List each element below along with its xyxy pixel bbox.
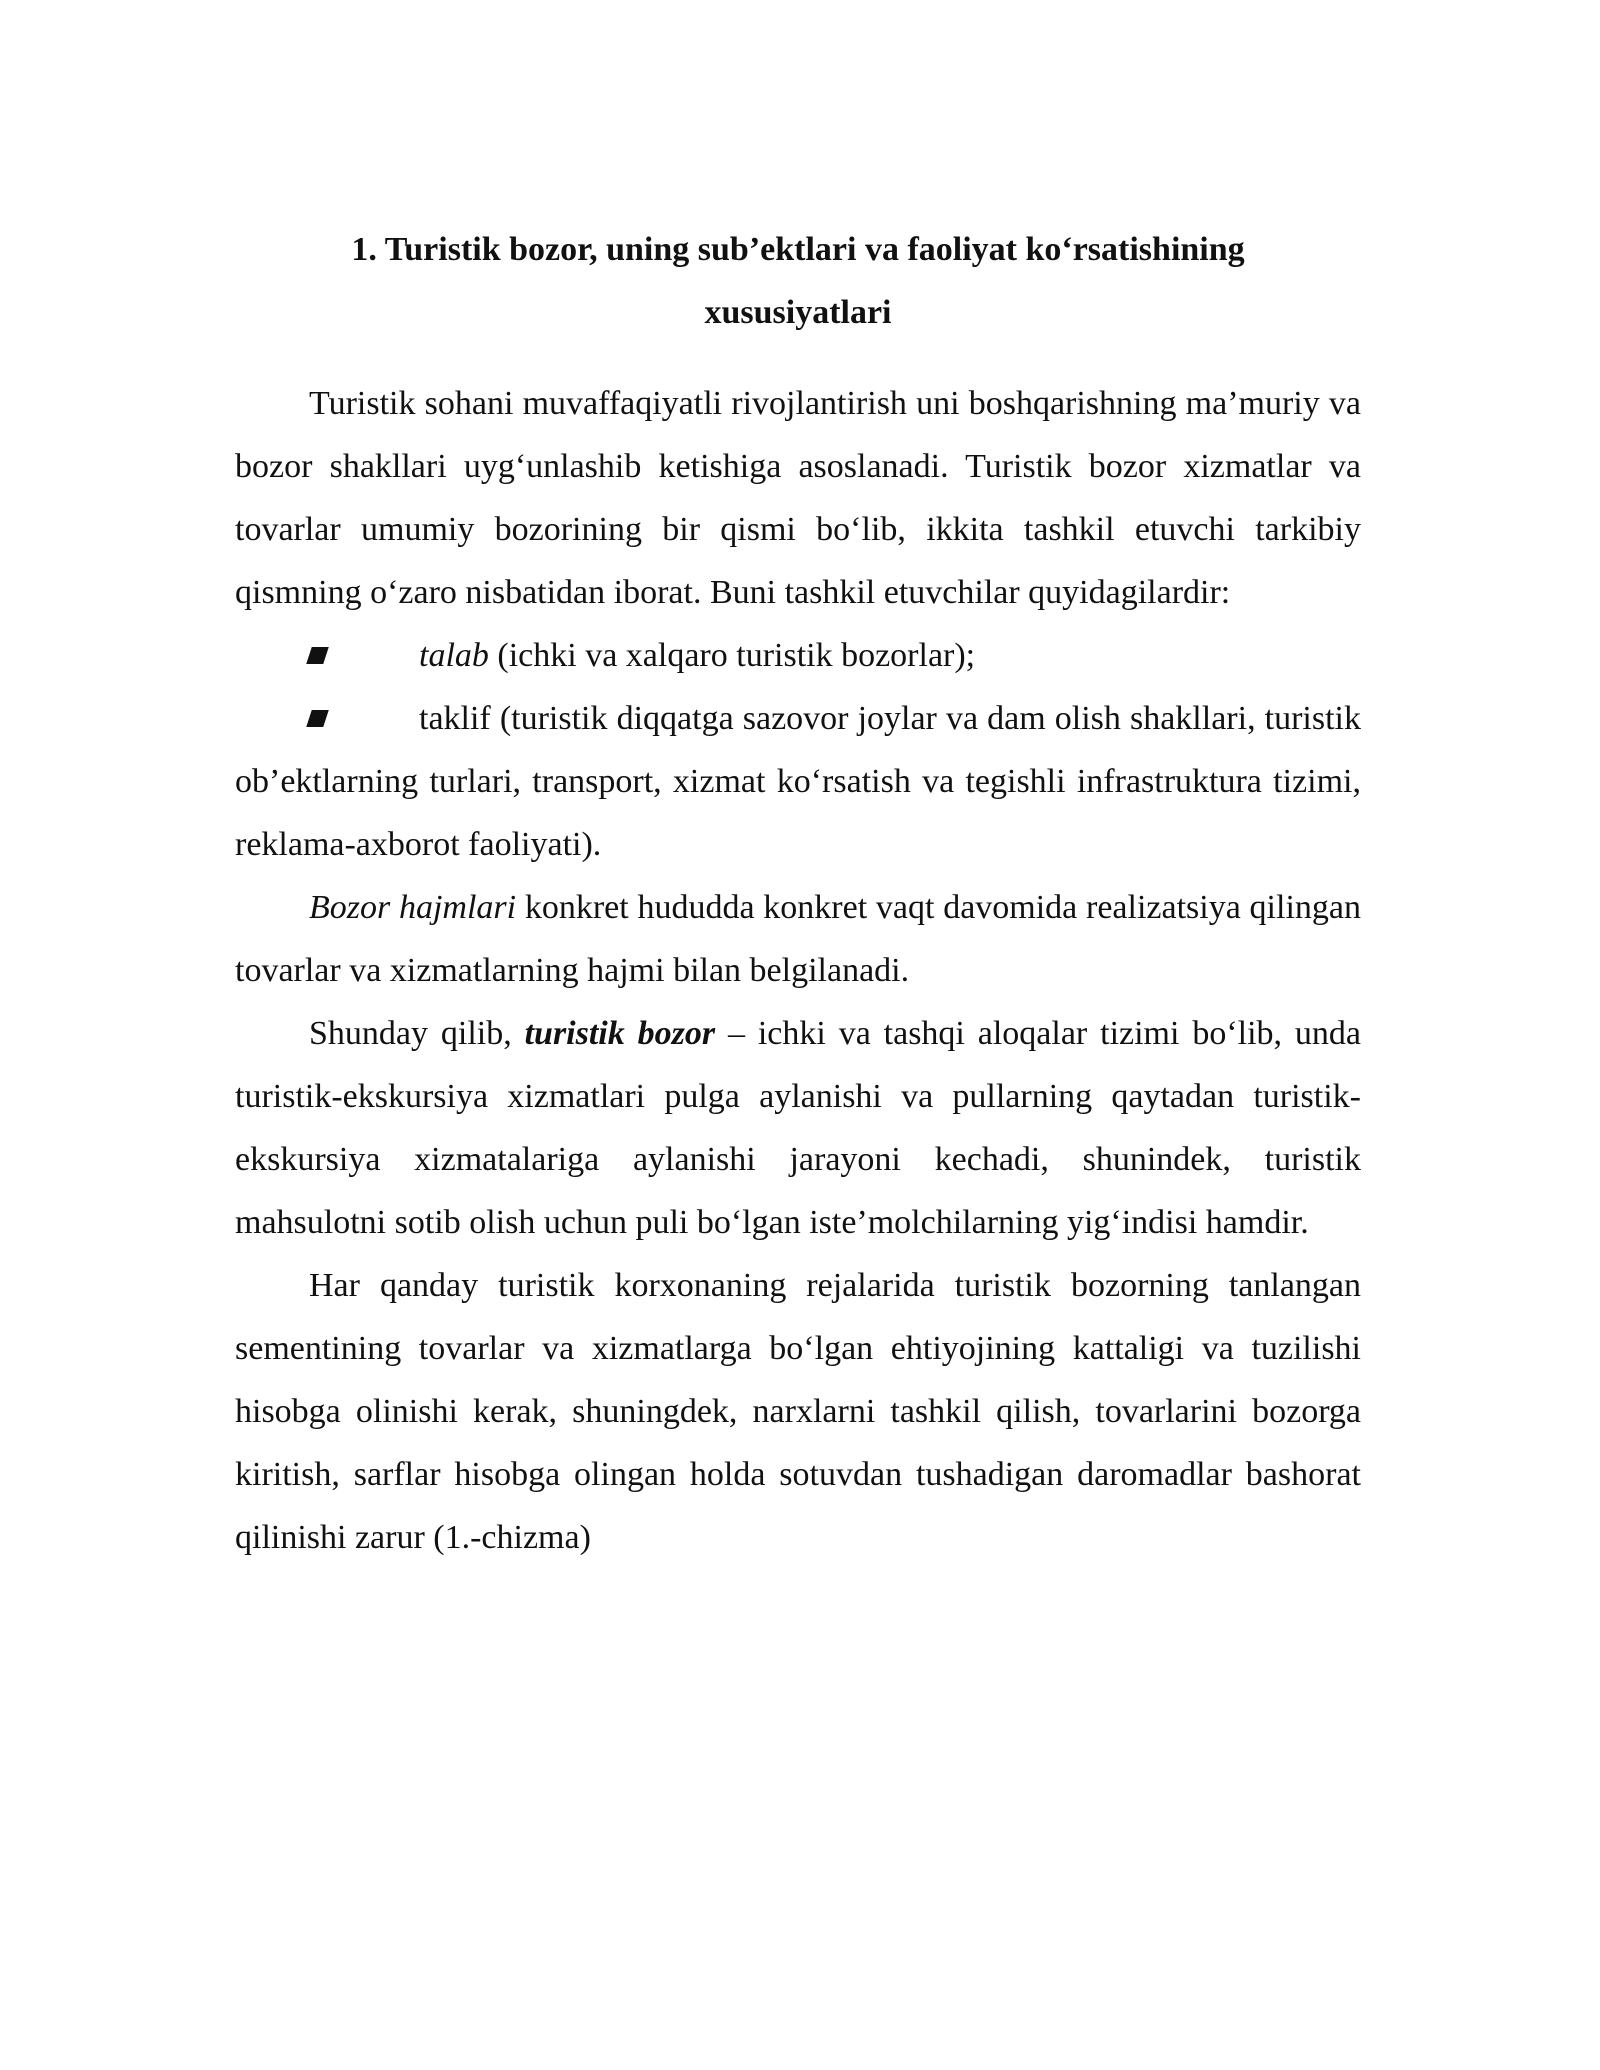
square-bullet-icon — [309, 624, 419, 687]
section-title-line-1: 1. Turistik bozor, uning sub’ektlari va faoliyat ko‘rsatishining — [351, 231, 1245, 268]
term-tourist-market: turistik bozor — [524, 1015, 716, 1052]
bullet-text: taklif (turistik diqqatga sazovor joylar va dam olish shakllari, turistik ob’ektlarning turlari, transport, xizmat ko‘rsatish va tegishli infrastruktura tizimi, reklama-axborot faoliyati). — [235, 700, 1361, 863]
paragraph-tourist-market-definition — [235, 1002, 1361, 1254]
paragraph-planning: Har qanday turistik korxonaning rejalarida turistik bozorning tanlangan sementining tovarlar va xizmatlarga bo‘lgan ehtiyojining kattaligi va tuzilishi hisobga olinishi kerak, shuningdek, narxlarni tashkil qilish, tovarlarini bozorga kiritish, sarflar hisobga olingan holda sotuvdan tushadigan daromadlar bashorat qilinishi zarur (1.-chizma) — [235, 1267, 1361, 1556]
bullet-lead-term: talab — [419, 637, 489, 674]
document-content — [235, 218, 1361, 1569]
paragraph-text: – ichki va tashqi aloqalar tizimi bo‘lib, unda turistik-ekskursiya xizmatlari pulga aylanishi va pullarning qaytadan turistik-ekskursiya xizmatalariga aylanishi jarayoni kechadi, shunindek, turistik mahsulotni sotib olish uchun puli bo‘lgan iste’molchilarning yig‘indisi hamdir. — [235, 1015, 1361, 1241]
bullet-item-supply — [235, 687, 1361, 876]
paragraph-text: Shunday qilib, — [309, 1015, 525, 1052]
paragraph-intro: Turistik sohani muvaffaqiyatli rivojlantirish uni boshqarishning ma’muriy va bozor shakllari uyg‘unlashib ketishiga asoslanadi. Turistik bozor xizmatlar va tovarlar umumiy bozorining bir qismi bo‘lib, ikkita tashkil etuvchi tarkibiy qismning o‘zaro nisbatidan iborat. Buni tashkil etuvchilar quyidagilardir: — [235, 385, 1361, 611]
section-title-line-2: xususiyatlari — [704, 294, 892, 331]
document-body — [235, 372, 1361, 1569]
paragraph-market-volume — [235, 876, 1361, 1002]
term-market-volume: Bozor hajmlari — [309, 889, 517, 926]
square-bullet-icon — [309, 687, 419, 750]
paragraph-text: konkret hududda konkret vaqt davomida realizatsiya qilingan tovarlar va xizmatlarning hajmi bilan belgilanadi. — [235, 889, 1361, 989]
section-title — [235, 218, 1361, 344]
bullet-text: (ichki va xalqaro turistik bozorlar); — [488, 637, 976, 674]
bullet-item-demand — [235, 624, 1361, 687]
